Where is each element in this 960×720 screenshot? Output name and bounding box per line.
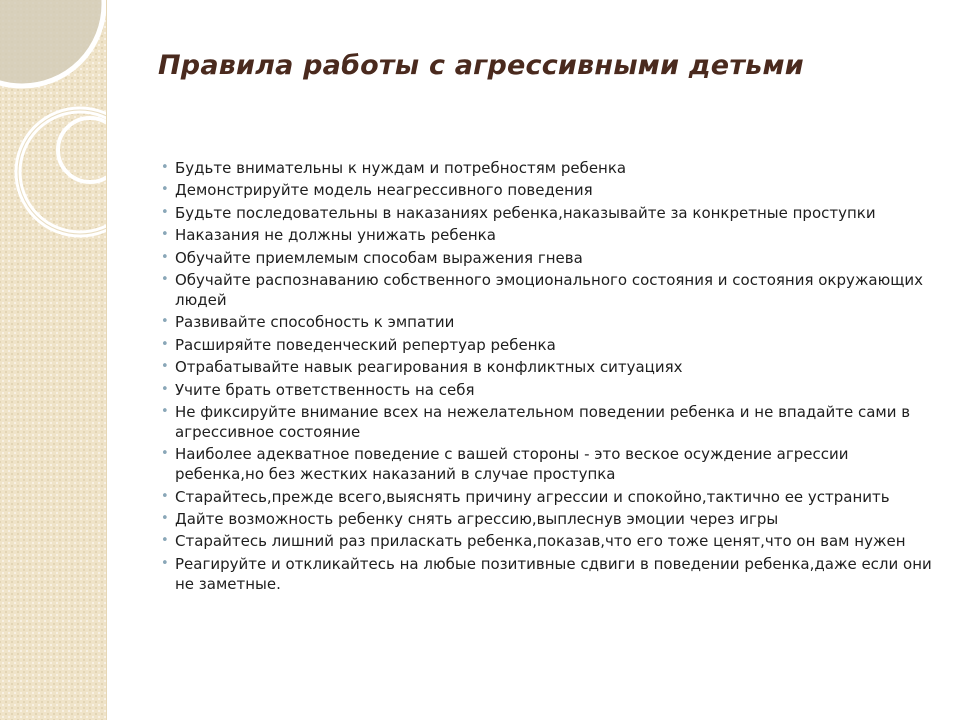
list-item-text: Не фиксируйте внимание всех на нежелательном поведении ребенка и не впадайте сами в агрессивное состояние: [175, 402, 911, 441]
decor-ring-large: [18, 110, 106, 234]
list-item: [160, 158, 940, 178]
list-item: [160, 180, 940, 200]
decor-ring-small: [58, 118, 106, 182]
list-item-text: Расширяйте поведенческий репертуар ребенка: [175, 335, 556, 354]
bullet-icon: •: [161, 160, 169, 175]
list-item: [160, 402, 940, 442]
bullet-icon: •: [161, 488, 169, 504]
bullet-icon: •: [161, 403, 169, 419]
list-item: [160, 444, 940, 484]
bullet-icon: •: [161, 511, 169, 527]
bullet-icon: •: [161, 314, 169, 330]
list-item: [160, 335, 940, 355]
list-item-text: Обучайте приемлемым способам выражения гнева: [175, 248, 583, 267]
list-item: [160, 509, 940, 529]
list-item-text: Будьте внимательны к нуждам и потребностям ребенка: [175, 159, 627, 177]
list-item-text: Отрабатывайте навык реагирования в конфликтных ситуациях: [175, 358, 683, 377]
bullet-icon: •: [161, 227, 169, 243]
bullet-icon: •: [161, 182, 169, 198]
list-item: [160, 554, 940, 594]
list-item-text: Старайтесь лишний раз приласкать ребенка,показав,что его тоже ценят,что он вам нужен: [175, 532, 906, 551]
list-item: [160, 380, 940, 400]
list-item-text: Будьте последовательны в наказаниях ребенка,наказывайте за конкретные проступки: [175, 203, 876, 222]
decor-circle-top: [0, 0, 104, 86]
list-item: [160, 531, 940, 551]
slide-title: Правила работы с агрессивными детьми: [158, 50, 804, 81]
list-item: [160, 270, 940, 310]
bullet-icon: •: [161, 359, 169, 375]
list-item: [160, 487, 940, 507]
list-item-text: Дайте возможность ребенку снять агрессию,выплеснув эмоции через игры: [175, 510, 779, 529]
bullet-icon: •: [161, 381, 169, 397]
list-item: [160, 248, 940, 268]
bullet-icon: •: [161, 446, 169, 462]
bullet-icon: •: [161, 271, 169, 287]
list-item-text: Наиболее адекватное поведение с вашей стороны - это веское осуждение агрессии ребенка,но без жестких наказаний в случае проступка: [175, 445, 849, 484]
bullet-icon: •: [161, 533, 169, 549]
list-item: [160, 312, 940, 332]
bullet-icon: •: [161, 555, 169, 571]
list-item-text: Развивайте способность к эмпатии: [175, 313, 455, 332]
list-item: [160, 203, 940, 223]
list-item: [160, 357, 940, 377]
list-item-text: Демонстрируйте модель неагрессивного поведения: [175, 181, 593, 200]
list-item-text: Старайтесь,прежде всего,выяснять причину агрессии и спокойно,тактично ее устранить: [175, 487, 890, 506]
bullet-icon: •: [161, 336, 169, 352]
list-item-text: Обучайте распознаванию собственного эмоционального состояния и состояния окружающих людей: [175, 270, 923, 309]
list-item: [160, 225, 940, 245]
rules-list: [160, 158, 940, 596]
bullet-icon: •: [161, 249, 169, 265]
bullet-icon: •: [161, 204, 169, 220]
list-item-text: Учите брать ответственность на себя: [175, 380, 475, 399]
list-item-text: Реагируйте и откликайтесь на любые позитивные сдвиги в поведении ребенка,даже если они не заметные.: [175, 554, 932, 593]
decorative-rings: [0, 0, 106, 720]
list-item-text: Наказания не должны унижать ребенка: [175, 226, 496, 245]
